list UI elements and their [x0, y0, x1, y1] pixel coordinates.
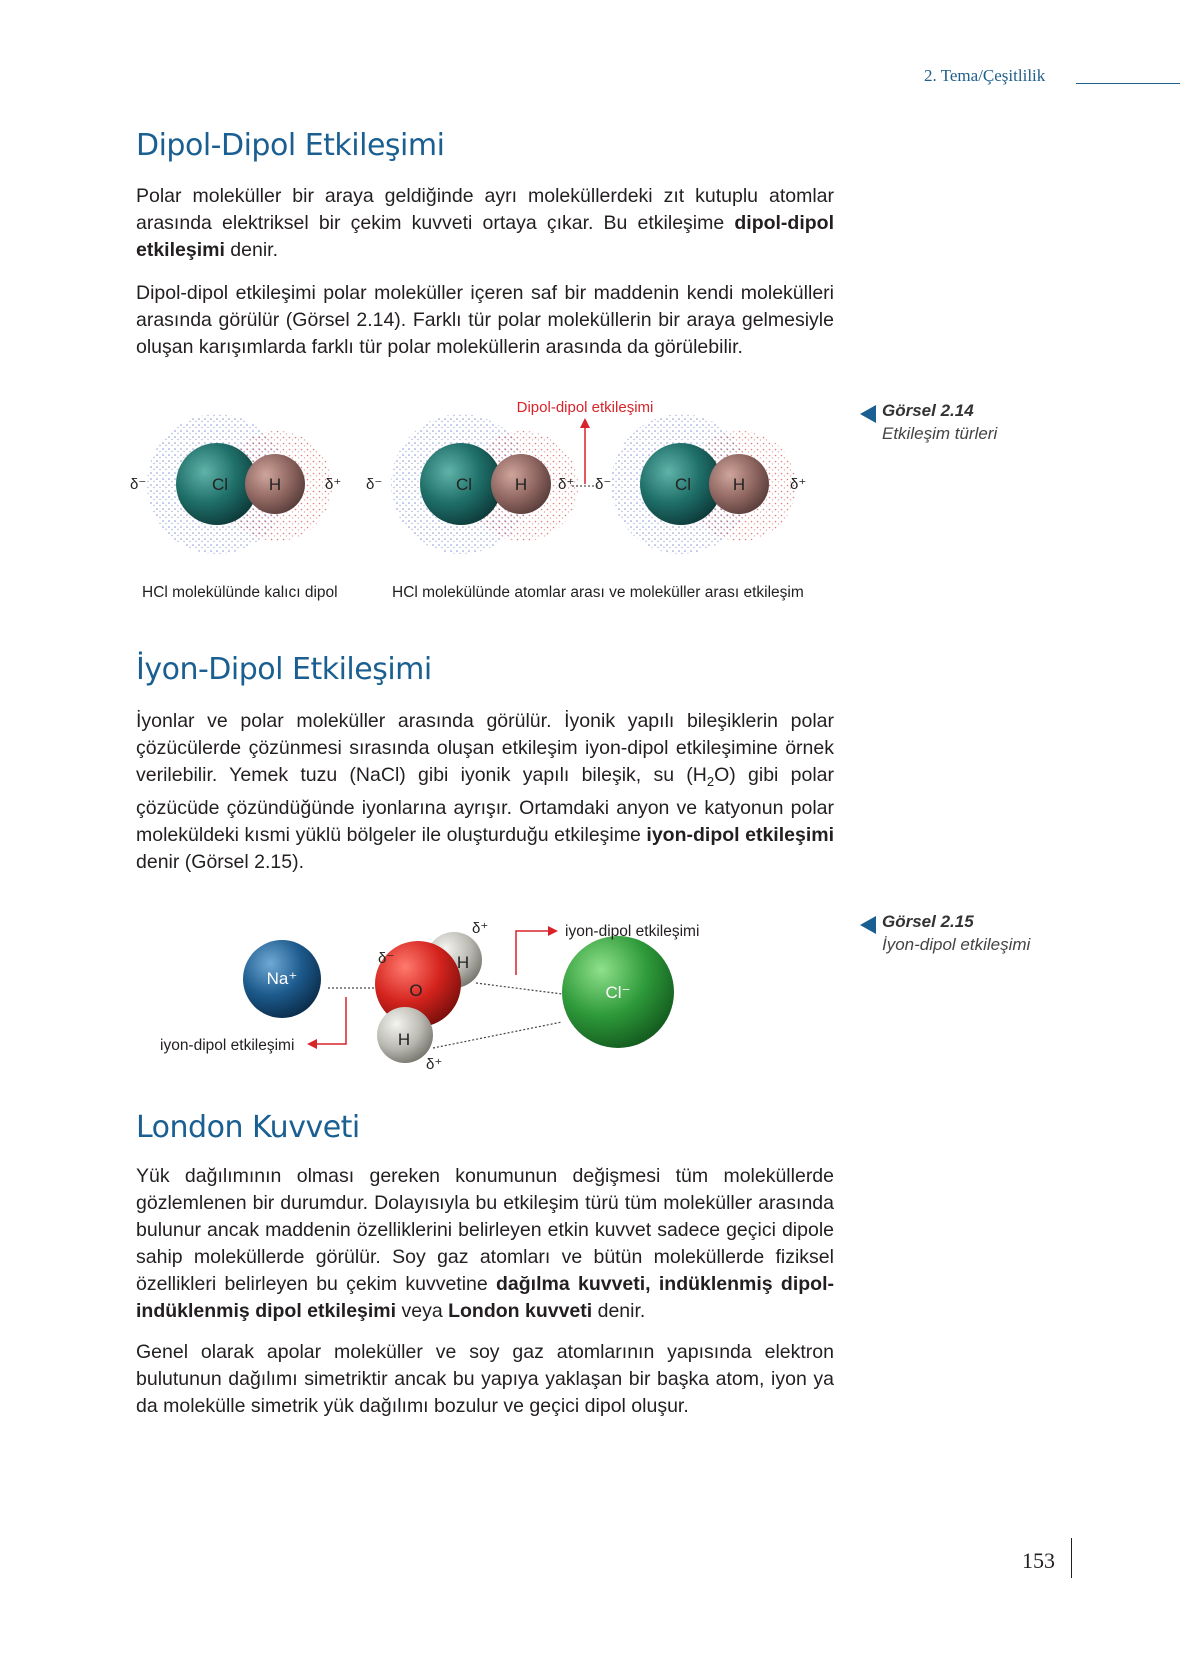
figure-2-14-label-left: HCl molekülünde kalıcı dipol: [142, 584, 338, 601]
london-p1-end: denir.: [592, 1300, 646, 1322]
left-arrow-head: [307, 1039, 317, 1049]
hcl-molecule-3: [595, 414, 806, 554]
water-h-top-label: H: [456, 953, 470, 972]
caption-subtitle: İyon-dipol etkileşimi: [882, 935, 1031, 954]
left-interaction-label: iyon-dipol etkileşimi: [160, 1037, 295, 1054]
delta-plus-3: δ⁺: [790, 476, 807, 493]
atom-label-h-2: H: [514, 475, 528, 494]
figure-2-15: [150, 895, 710, 1070]
london-paragraph-2: Genel olarak apolar moleküller ve soy gaz atomlarının yapısında elektron bulutunun dağılımı simetriktir ancak bu yapıya yaklaşan bir başka atom, iyon ya da molekülle simetrik yük dağılımı bozulur ve geçici dipol oluşur.: [136, 1341, 834, 1417]
section-title-dipol: Dipol-Dipol Etkileşimi: [136, 128, 445, 163]
water-delta-minus: δ⁻: [378, 950, 395, 967]
london-p1-term-1: dağılma kuvveti, indüklenmiş dipol-indüklenmiş dipol etkileşimi: [136, 1273, 834, 1322]
iyon-p1-text-a: İyonlar ve polar moleküller arasında görülür. İyonik yapılı bileşiklerin polar çözücülerde çözünmesi sırasında oluşan etkileşim iyon-dipol etkileşimine örnek verilebilir. Yemek tuzu (NaCl) gibi iyonik yapılı bileşik, su (H: [136, 710, 834, 786]
caption-title: Görsel 2.14: [882, 401, 974, 420]
london-paragraph-1: [136, 1163, 834, 1325]
delta-plus-1: δ⁺: [325, 476, 342, 493]
water-h-bottom-label: H: [397, 1030, 411, 1049]
page-number-rule: [1071, 1538, 1072, 1578]
figure-2-14-label-right: HCl molekülünde atomlar arası ve moleküller arası etkileşim: [392, 584, 804, 601]
caption-title: Görsel 2.15: [882, 912, 974, 931]
delta-minus-3: δ⁻: [595, 476, 612, 493]
caption-pointer-icon: [860, 405, 876, 423]
water-delta-plus-top: δ⁺: [472, 920, 489, 937]
section-title-iyon: İyon-Dipol Etkileşimi: [136, 652, 432, 687]
atom-label-h-3: H: [732, 475, 746, 494]
dipol-p1-text: Polar moleküller bir araya geldiğinde ayrı moleküllerdeki zıt kutuplu atomlar arasında elektriksel bir çekim kuvveti ortaya çıkar. Bu etkileşime: [136, 185, 834, 234]
dipol-p1-term: dipol-dipol etkileşimi: [136, 212, 834, 261]
dipol-paragraph-2: Dipol-dipol etkileşimi polar moleküller içeren saf bir maddenin kendi molekülleri arasında görülür (Görsel 2.14). Farklı tür polar moleküllerin bir araya gelmesiyle oluşan karışımlarda farklı tür polar moleküllerin arasında da görülebilir.: [136, 282, 834, 358]
atom-label-cl-1: Cl: [211, 475, 229, 494]
cl-ion-label: Cl⁻: [605, 983, 631, 1002]
top-arrow-head: [548, 926, 558, 936]
atom-label-h-1: H: [268, 475, 282, 494]
na-ion-label: Na⁺: [266, 969, 298, 988]
h-cl-dotted-line-1: [476, 983, 562, 994]
running-header: 2. Tema/Çeşitlilik: [924, 66, 1046, 85]
dipol-p1-end: denir.: [224, 239, 279, 261]
iyon-p1-term: iyon-dipol etkileşimi: [646, 823, 834, 846]
interaction-arrow-head: [580, 418, 590, 428]
delta-minus-1: δ⁻: [130, 476, 147, 493]
left-arrow-line: [315, 997, 346, 1044]
caption-pointer-icon: [860, 916, 876, 934]
iyon-paragraph-1: [136, 708, 834, 876]
interaction-label: Dipol-dipol etkileşimi: [516, 400, 654, 416]
water-o-label: O: [409, 981, 423, 1000]
top-interaction-label: iyon-dipol etkileşimi: [565, 923, 700, 940]
hcl-molecule-2: [366, 414, 578, 554]
atom-label-cl-2: Cl: [455, 475, 473, 494]
section-title-london: London Kuvveti: [136, 1110, 360, 1145]
header-rule: [1076, 83, 1180, 84]
page-number: 153: [1022, 1548, 1055, 1573]
water-delta-plus-bottom: δ⁺: [426, 1056, 443, 1070]
iyon-p1-subscript: 2: [706, 773, 715, 789]
h-cl-dotted-line-2: [433, 1022, 562, 1048]
top-arrow-line: [516, 931, 550, 975]
dipol-paragraph-1: [136, 183, 834, 264]
iyon-p1-text-b: O) gibi polar çözücüde çözündüğünde iyonlarına ayrışır. Ortamdaki anyon ve katyonun polar moleküldeki kısmi yüklü bölgeler ile oluşturduğu etkileşime: [136, 764, 834, 846]
hcl-molecule-1: [130, 414, 341, 554]
iyon-p1-end: denir (Görsel 2.15).: [136, 850, 304, 873]
delta-minus-2: δ⁻: [366, 476, 383, 493]
london-p1-term-2: London kuvveti: [448, 1300, 593, 1322]
figure-2-14: [120, 400, 840, 580]
london-p1-text: Yük dağılımının olması gereken konumunun değişmesi tüm moleküllerde gözlemlenen bir durumdur. Dolayısıyla bu etkileşim türü tüm moleküller arasında bulunur ancak maddenin özelliklerini belirleyen etkin kuvvet sadece geçici dipole sahip moleküllerde görülür. Soy gaz atomları ve bütün moleküllerde fiziksel özellikleri belirleyen bu çekim kuvvetine: [136, 1165, 834, 1295]
delta-plus-2: δ⁺: [558, 476, 575, 493]
london-p1-mid: veya: [396, 1300, 449, 1322]
caption-subtitle: Etkileşim türleri: [882, 424, 998, 443]
atom-label-cl-3: Cl: [674, 475, 692, 494]
